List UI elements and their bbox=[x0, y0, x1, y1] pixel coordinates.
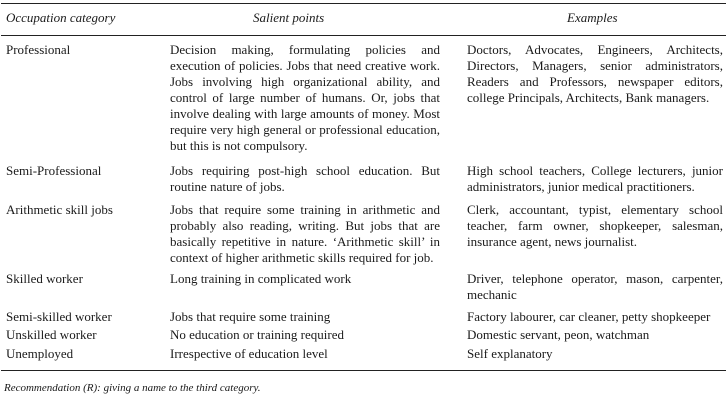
table-bottom-rule bbox=[1, 370, 726, 371]
row-semi-professional-category: Semi-Professional bbox=[6, 163, 102, 178]
row-unskilled-category: Unskilled worker bbox=[6, 327, 97, 342]
table-top-rule bbox=[1, 3, 726, 4]
row-skilled-examples: Driver, telephone operator, mason, carpenter, mechanic bbox=[467, 271, 723, 302]
row-semi-skilled-examples: Factory labourer, car cleaner, petty shopkeeper bbox=[467, 309, 711, 324]
row-skilled-salient: Long training in complicated work bbox=[170, 271, 352, 286]
row-unemployed-category: Unemployed bbox=[6, 346, 74, 361]
row-skilled-category: Skilled worker bbox=[6, 271, 83, 286]
row-professional-category: Professional bbox=[6, 42, 71, 57]
row-unskilled-examples: Domestic servant, peon, watchman bbox=[467, 327, 650, 342]
row-arithmetic-examples: Clerk, accountant, typist, elementary school teacher, farm owner, shopkeeper, salesman, insurance agent, news journalist. bbox=[467, 202, 723, 249]
row-professional-examples: Doctors, Advocates, Engineers, Architects, Directors, Managers, senior administrators, Readers and Professors, newspaper editors, college Principals, Architects, Bank managers. bbox=[467, 42, 723, 105]
row-arithmetic-salient: Jobs that require some training in arithmetic and probably also reading, writing. But jobs that are basically repetitive in nature. ‘Arithmetic skill’ in context of higher arithmetic skills required for job. bbox=[170, 202, 440, 265]
table-footnote: Recommendation (R): giving a name to the third category. bbox=[4, 382, 261, 394]
row-semi-skilled-salient: Jobs that require some training bbox=[170, 309, 331, 324]
row-professional-salient: Decision making, formulating policies and execution of policies. Jobs that need creative work. Jobs involving high organizational ability, and control of large number of humans. Or, jobs that involve dealing with large amounts of money. Most require very high general or professional education, but this is not compulsory. bbox=[170, 42, 440, 153]
header-salient-points: Salient points bbox=[253, 10, 325, 25]
header-examples: Examples bbox=[567, 10, 618, 25]
header-occupation-category: Occupation category bbox=[6, 10, 116, 25]
row-arithmetic-category: Arithmetic skill jobs bbox=[6, 202, 113, 217]
row-unemployed-examples: Self explanatory bbox=[467, 346, 553, 361]
row-semi-professional-salient: Jobs requiring post-high school education. But routine nature of jobs. bbox=[170, 163, 440, 194]
row-semi-professional-examples: High school teachers, College lecturers, junior administrators, junior medical practitioners. bbox=[467, 163, 723, 194]
header-bottom-rule bbox=[1, 35, 726, 36]
row-unemployed-salient: Irrespective of education level bbox=[170, 346, 328, 361]
row-unskilled-salient: No education or training required bbox=[170, 327, 344, 342]
row-semi-skilled-category: Semi-skilled worker bbox=[6, 309, 112, 324]
